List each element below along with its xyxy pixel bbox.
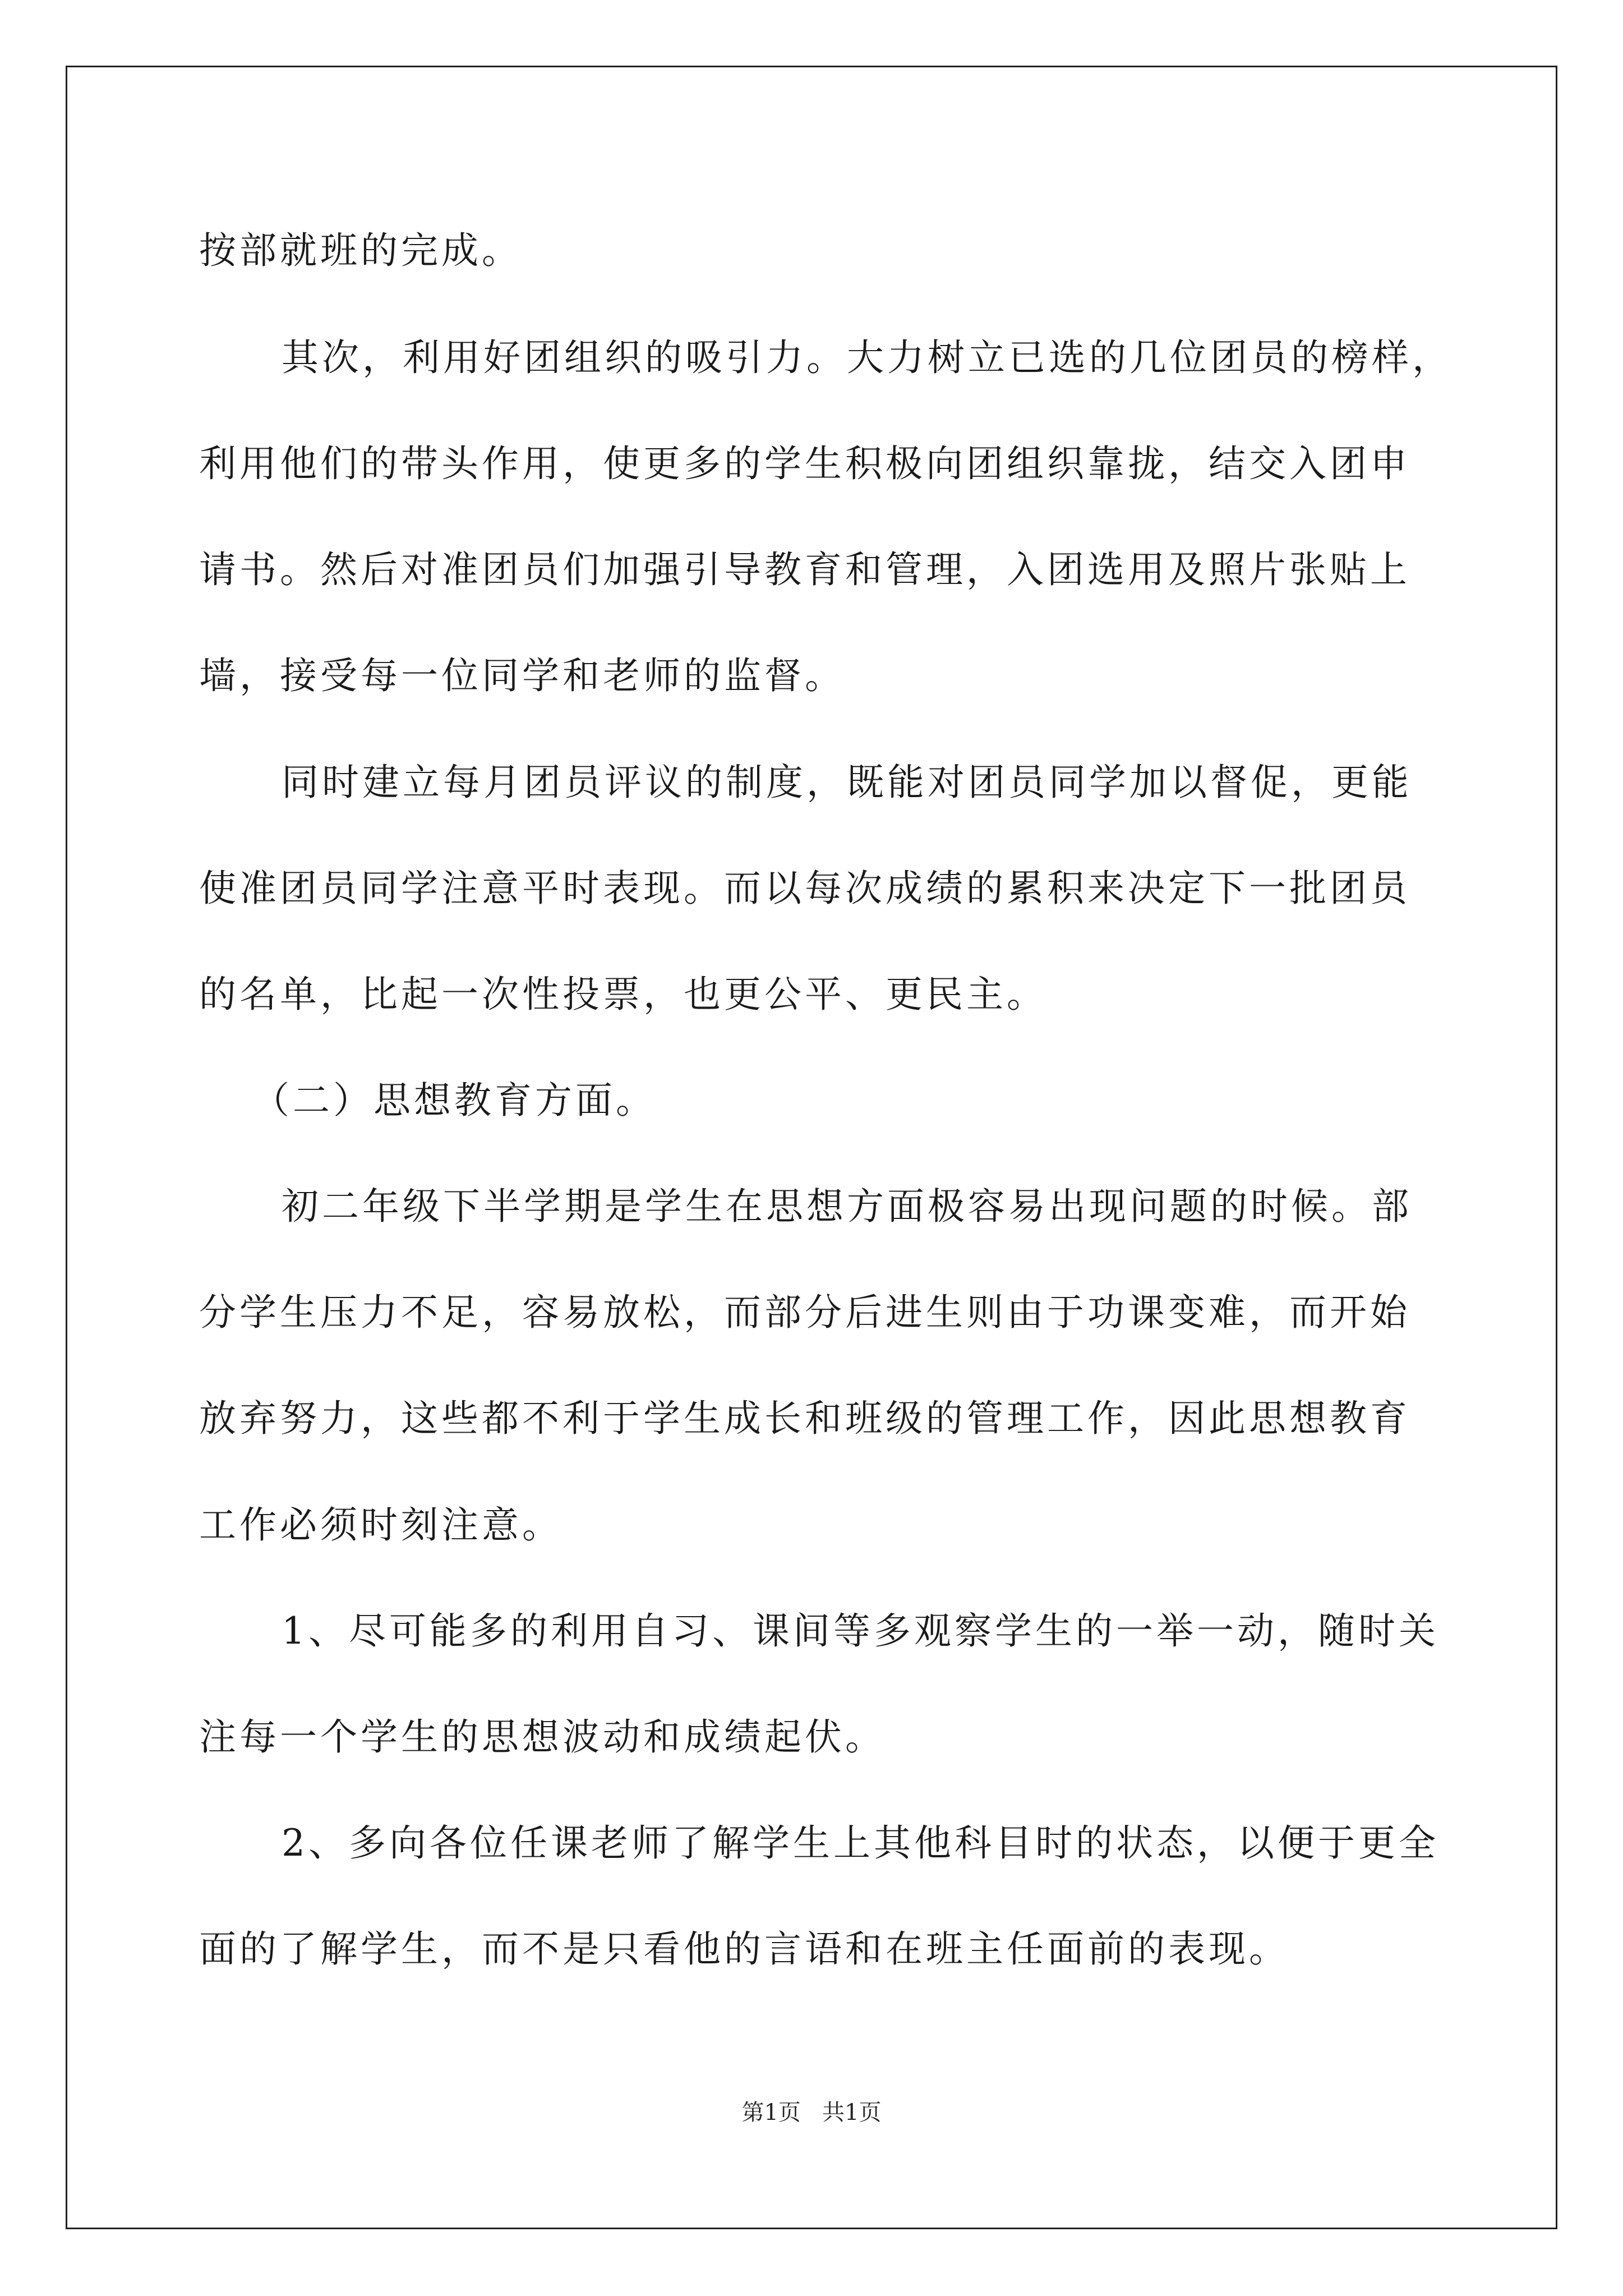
list-item-text: 1、尽可能多的利用自习、课间等多观察学生的一举一动，随时关 <box>282 1609 1439 1653</box>
body-text-line: 使准团员同学注意平时表现。而以每次成绩的累积来决定下一批团员 <box>199 867 1410 910</box>
body-text-line: 墙，接受每一位同学和老师的监督。 <box>199 654 845 697</box>
body-text-line: 的名单，比起一次性投票，也更公平、更民主。 <box>199 973 1047 1016</box>
list-item-text: 2、多向各位任课老师了解学生上其他科目时的状态，以便于更全 <box>282 1821 1439 1865</box>
page-border <box>66 66 1557 2229</box>
body-text-line: 利用他们的带头作用，使更多的学生积极向团组织靠拢，结交入团申 <box>199 442 1410 485</box>
page-footer: 第1页 共1页 <box>741 2100 882 2125</box>
list-item-text: 面的了解学生，而不是只看他的言语和在班主任面前的表现。 <box>199 1927 1289 1971</box>
body-text-line: 分学生压力不足，容易放松，而部分后进生则由于功课变难，而开始 <box>199 1291 1410 1334</box>
body-text-line: 其次，利用好团组织的吸引力。大力树立已选的几位团员的榜样， <box>282 336 1453 379</box>
body-text-line: 放弃努力，这些都不利于学生成长和班级的管理工作，因此思想教育 <box>199 1397 1410 1440</box>
body-text-line: 同时建立每月团员评议的制度，既能对团员同学加以督促，更能 <box>282 761 1412 804</box>
section-heading: （二）思想教育方面。 <box>252 1079 656 1122</box>
list-item-text: 注每一个学生的思想波动和成绩起伏。 <box>199 1715 886 1759</box>
body-text-line: 请书。然后对准团员们加强引导教育和管理，入团选用及照片张贴上 <box>199 548 1410 591</box>
body-text-line: 工作必须时刻注意。 <box>199 1503 562 1547</box>
body-text-line: 初二年级下半学期是学生在思想方面极容易出现问题的时候。部 <box>282 1185 1412 1228</box>
body-text-line: 按部就班的完成。 <box>199 229 522 272</box>
